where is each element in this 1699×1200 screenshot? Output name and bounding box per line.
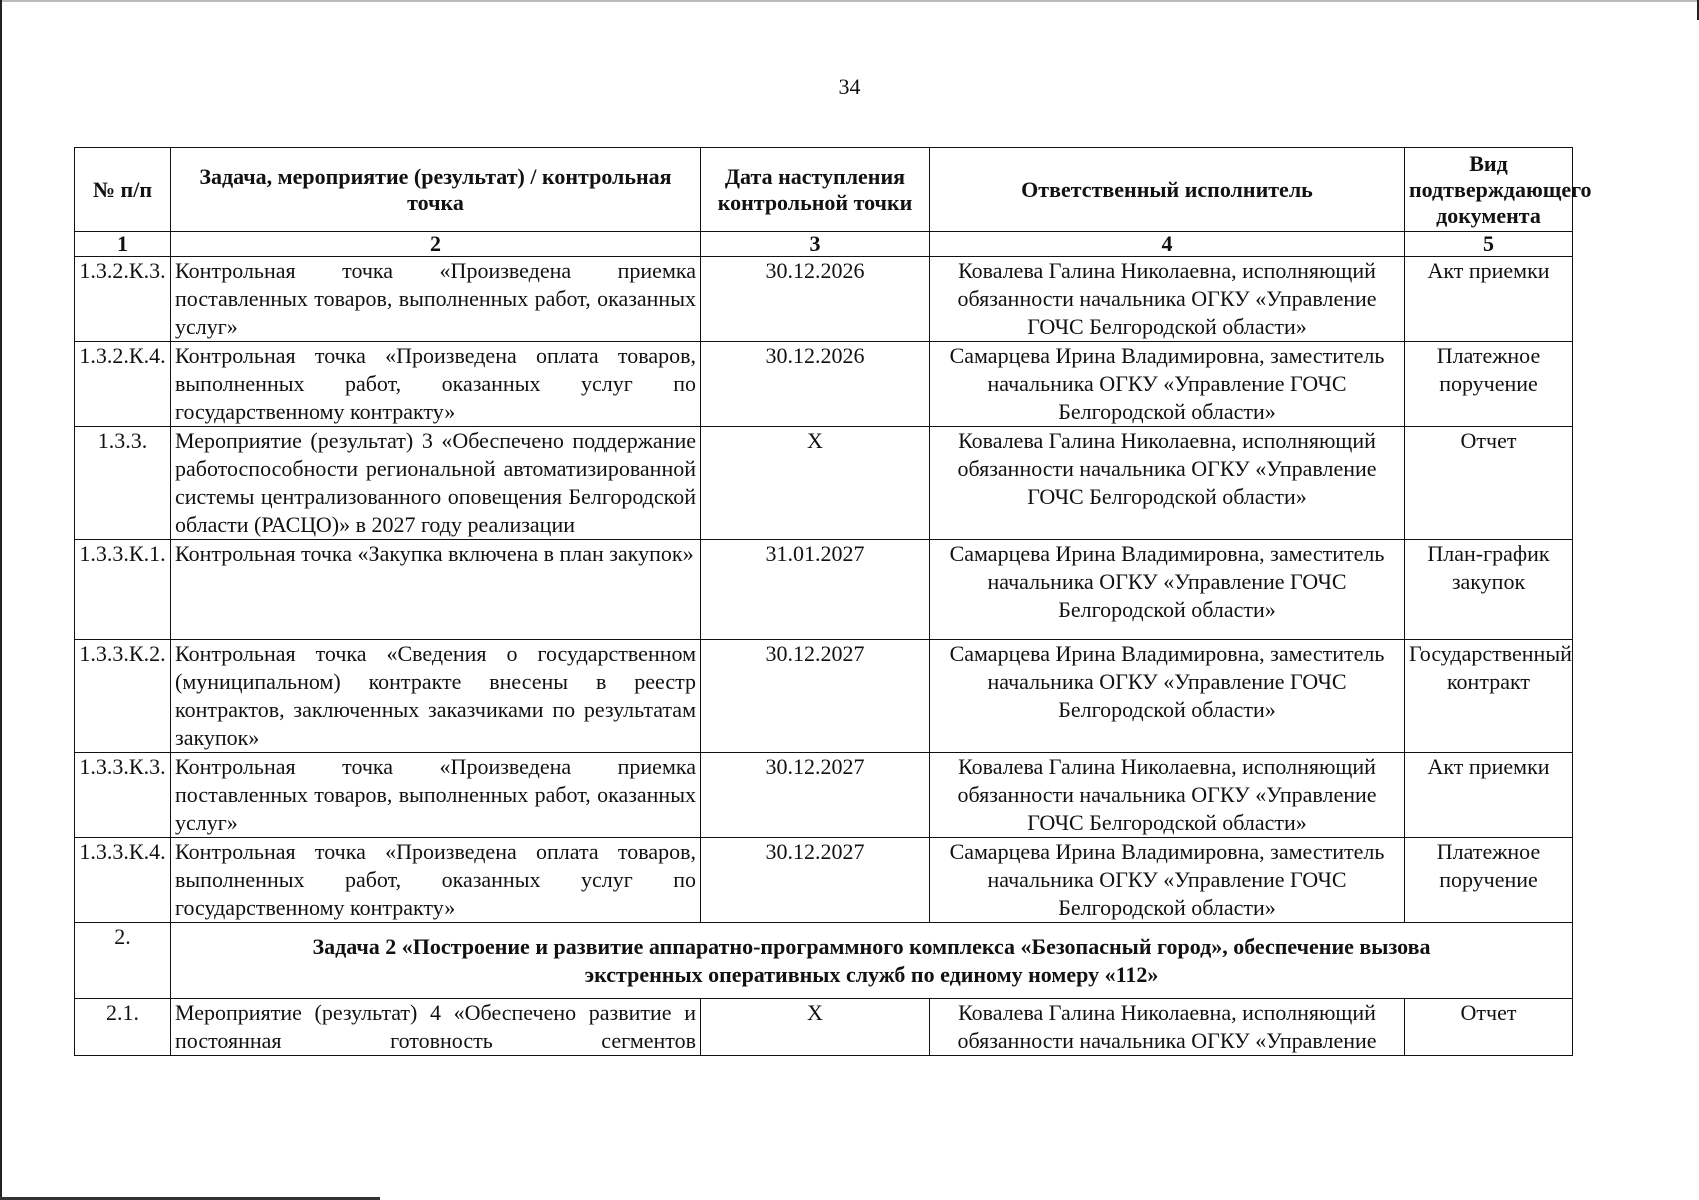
column-number-row: [75, 232, 1573, 257]
row-executor: Самарцева Ирина Владимировна, заместитель начальника ОГКУ «Управление ГОЧС Белгородской области»: [930, 342, 1405, 427]
header-num: № п/п: [75, 148, 171, 232]
header-date: Дата наступления контрольной точки: [701, 148, 930, 232]
header-task: Задача, мероприятие (результат) / контрольная точка: [171, 148, 701, 232]
row-doc: Акт приемки: [1405, 257, 1573, 342]
row-doc: Акт приемки: [1405, 753, 1573, 838]
table-row: [75, 640, 1573, 753]
column-number: 1: [75, 232, 171, 257]
row-doc: Отчет: [1405, 427, 1573, 540]
row-num: 1.3.3.К.3.: [75, 753, 171, 838]
table-row: [75, 257, 1573, 342]
column-number: 4: [930, 232, 1405, 257]
row-task: Контрольная точка «Произведена оплата товаров, выполненных работ, оказанных услуг по государственному контракту»: [171, 342, 701, 427]
plan-table: [74, 147, 1592, 1056]
row-num: 2.1.: [75, 999, 171, 1056]
row-doc: Отчет: [1405, 999, 1573, 1056]
row-num: 1.3.3.К.1.: [75, 540, 171, 640]
row-task: Контрольная точка «Произведена приемка поставленных товаров, выполненных работ, оказанных услуг»: [171, 257, 701, 342]
table-row: [75, 540, 1573, 640]
row-date: 30.12.2027: [701, 640, 930, 753]
row-date: 30.12.2026: [701, 342, 930, 427]
table-row: [75, 427, 1573, 540]
row-num: 1.3.3.К.4.: [75, 838, 171, 923]
table-row: [75, 838, 1573, 923]
row-date: X: [701, 427, 930, 540]
task-num: 2.: [75, 923, 171, 999]
header-executor: Ответственный исполнитель: [930, 148, 1405, 232]
task-title: Задача 2 «Построение и развитие аппаратно-программного комплекса «Безопасный город», обеспечение вызова экстренных оперативных служб по единому номеру «112»: [171, 923, 1573, 999]
row-executor: Самарцева Ирина Владимировна, заместитель начальника ОГКУ «Управление ГОЧС Белгородской области»: [930, 640, 1405, 753]
row-executor: Ковалева Галина Николаевна, исполняющий обязанности начальника ОГКУ «Управление ГОЧС Белгородской области»: [930, 427, 1405, 540]
column-number: 2: [171, 232, 701, 257]
row-date: 30.12.2026: [701, 257, 930, 342]
row-doc: Государственный контракт: [1405, 640, 1573, 753]
table-row: [75, 342, 1573, 427]
table-row: [75, 753, 1573, 838]
row-executor: Самарцева Ирина Владимировна, заместитель начальника ОГКУ «Управление ГОЧС Белгородской области»: [930, 838, 1405, 923]
row-task: Контрольная точка «Произведена оплата товаров, выполненных работ, оказанных услуг по государственному контракту»: [171, 838, 701, 923]
row-doc: Платежное поручение: [1405, 342, 1573, 427]
task-2-row: [75, 923, 1573, 999]
row-executor: Ковалева Галина Николаевна, исполняющий обязанности начальника ОГКУ «Управление: [930, 999, 1405, 1056]
row-num: 1.3.2.К.4.: [75, 342, 171, 427]
row-doc: Платежное поручение: [1405, 838, 1573, 923]
row-executor: Ковалева Галина Николаевна, исполняющий обязанности начальника ОГКУ «Управление ГОЧС Белгородской области»: [930, 753, 1405, 838]
row-task: Мероприятие (результат) 3 «Обеспечено поддержание работоспособности региональной автоматизированной системы централизованного оповещения Белгородской области (РАСЦО)» в 2027 году реализации: [171, 427, 701, 540]
header-row: [75, 148, 1573, 232]
row-date: 31.01.2027: [701, 540, 930, 640]
scan-edge-top: [0, 0, 1699, 2]
page-number: 34: [838, 74, 861, 99]
row-date: 30.12.2027: [701, 753, 930, 838]
row-doc: План-график закупок: [1405, 540, 1573, 640]
column-number: 3: [701, 232, 930, 257]
row-date: X: [701, 999, 930, 1056]
column-number: 5: [1405, 232, 1573, 257]
row-task: Контрольная точка «Произведена приемка поставленных товаров, выполненных работ, оказанных услуг»: [171, 753, 701, 838]
row-executor: Самарцева Ирина Владимировна, заместитель начальника ОГКУ «Управление ГОЧС Белгородской области»: [930, 540, 1405, 640]
header-doc: Вид подтверждающего документа: [1405, 148, 1573, 232]
row-num: 1.3.3.К.2.: [75, 640, 171, 753]
row-task: Мероприятие (результат) 4 «Обеспечено развитие и постоянная готовность сегментов: [171, 999, 701, 1056]
row-date: 30.12.2027: [701, 838, 930, 923]
row-num: 1.3.3.: [75, 427, 171, 540]
scan-edge-left: [0, 0, 2, 1200]
row-executor: Ковалева Галина Николаевна, исполняющий обязанности начальника ОГКУ «Управление ГОЧС Белгородской области»: [930, 257, 1405, 342]
row-task: Контрольная точка «Сведения о государственном (муниципальном) контракте внесены в реестр контрактов, заключенных заказчиками по результатам закупок»: [171, 640, 701, 753]
row-task: Контрольная точка «Закупка включена в план закупок»: [171, 540, 701, 640]
row-num: 1.3.2.К.3.: [75, 257, 171, 342]
table-row: [75, 999, 1573, 1056]
